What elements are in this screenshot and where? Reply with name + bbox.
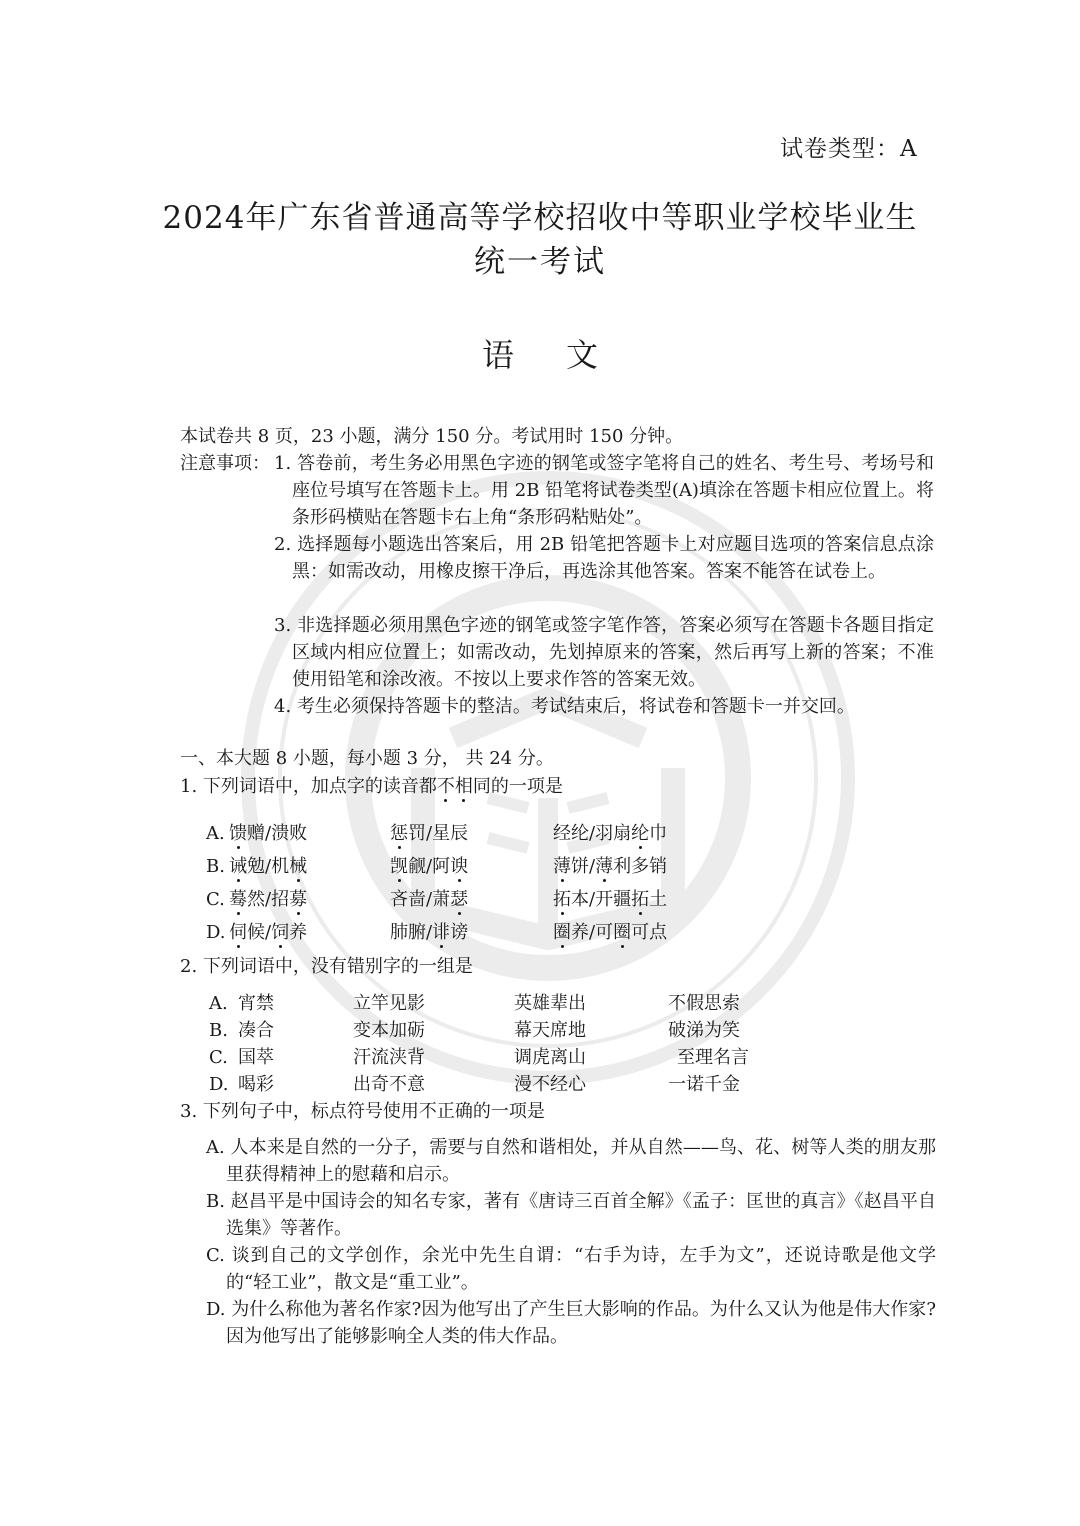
question-2-stem: 2. 下列词语中，没有错别字的一组是 xyxy=(180,956,473,977)
exam-intro: 本试卷共 8 页，23 小题，满分 150 分。考试用时 150 分钟。 xyxy=(180,426,684,447)
notice-item: 4. 考生必须保持答题卡的整洁。考试结束后，将试卷和答题卡一并交回。 xyxy=(274,696,855,717)
notice-label: 注意事项： xyxy=(180,453,270,474)
subject-title: 语文 xyxy=(481,336,650,374)
question-3-stem: 3. 下列句子中，标点符号使用不正确的一项是 xyxy=(180,1101,545,1122)
section-heading: 一、本大题 8 小题，每小题 3 分， 共 24 分。 xyxy=(180,748,554,769)
notice-item: 2. 选择题每小题选出答案后，用 2B 铅笔把答题卡上对应题目选项的答案信息点涂黑：如需改动，用橡皮擦干净后，再选涂其他答案。答案不能答在试卷上。 xyxy=(274,534,934,582)
exam-page: 试卷类型：A 2024年广东省普通高等学校招收中等职业学校毕业生 统一考试 语文 本试卷共 8 页，23 小题，满分 150 分。考试用时 150 分钟。 注意事项： 1. 答卷前，考生务必用黑色字迹的钢笔或签字笔将自己的姓名、考生号、考场号和座位号填写在答题卡上。用 2B 铅笔将试卷类型(A)填涂在答题卡相应位置上。将条形码横贴在答题卡右上角“条形码粘贴处”。 2. 选择题每小题选出答案后，用 2B 铅笔把答题卡上对应题目选项的答案信息点涂黑：如需改动，用橡皮擦干净后，再选涂其他答案。答案不能答在试卷上。 3. 非选择题必须用黑色字迹的钢笔或签字笔作答，答案必须写在答题卡各题目指定区域内相应位置上；如需改动，先划掉原来的答案，然后再写上新的答案；不准使用铅笔和涂改液。不按以上要求作答的答案无效。 4. 考生必须保持答题卡的整洁。考试结束后，将试卷和答题卡一并交回。 一、本大题 8 小题，每小题 3 分， 共 24 分。 1. 下列词语中，加点字的读音都不相同的一项是 A. 馈赠/溃败 惩罚/星辰 经纶/羽扇纶巾 B. 诫勉/机械 觊觎/阿谀 薄饼/薄利多销 C. 蓦然/招募 吝啬/萧瑟 拓本/开疆拓土 D. 伺候/饲养 肺腑/诽谤 圈养/可圈可点 2. 下列词语中，没有错别字的一组是 A. 宵禁 立竿见影 英雄辈出 不假思索 B. 凑合 变本加砺 幕天席地 破涕为笑 C. 国萃 汗流浃背 调虎离山 至理名言 D. 喝彩 出奇不意 漫不经心 一诺千金 3. 下列句子中，标点符号使用不正确的一项是 A. 人本来是自然的一分子，需要与自然和谐相处，并从自然——鸟、花、树等人类的朋友那里获得精神上的慰藉和启示。 B. 赵昌平是中国诗会的知名专家，著有《唐诗三百首全解》《孟子：匡世的真言》《赵昌平自选集》等著作。 C. 谈到自己的文学创作，余光中先生自谓：“右手为诗，左手为文”，还说诗歌是他文学的“轻工业”，散文是“重工业”。 D. 为什么称他为著名作家?因为他写出了产生巨大影响的作品。为什么又认为他是伟大作家?因为他写出了能够影响全人类的伟大作品。 xyxy=(0,0,1080,1526)
notice-item: 1. 答卷前，考生务必用黑色字迹的钢笔或签字笔将自己的姓名、考生号、考场号和座位号填写在答题卡上。用 2B 铅笔将试卷类型(A)填涂在答题卡相应位置上。将条形码横贴在答题卡右上角“条形码粘贴处”。 xyxy=(274,453,934,528)
question-3-option: C. 谈到自己的文学创作，余光中先生自谓：“右手为诗，左手为文”，还说诗歌是他文学的“轻工业”，散文是“重工业”。 xyxy=(206,1245,936,1293)
exam-title-line-2: 统一考试 xyxy=(474,244,606,280)
question-3-option: B. 赵昌平是中国诗会的知名专家，著有《唐诗三百首全解》《孟子：匡世的真言》《赵昌平自选集》等著作。 xyxy=(206,1191,936,1239)
paper-type-label: 试卷类型：A xyxy=(780,136,918,162)
question-1-stem: 1. 下列词语中，加点字的读音都不相同的一项是 xyxy=(180,776,563,797)
question-3-option: A. 人本来是自然的一分子，需要与自然和谐相处，并从自然——鸟、花、树等人类的朋友那里获得精神上的慰藉和启示。 xyxy=(206,1137,936,1185)
exam-title-line-1: 2024年广东省普通高等学校招收中等职业学校毕业生 xyxy=(162,200,918,236)
question-3-option: D. 为什么称他为著名作家?因为他写出了产生巨大影响的作品。为什么又认为他是伟大作家?因为他写出了能够影响全人类的伟大作品。 xyxy=(206,1299,936,1347)
notice-item: 3. 非选择题必须用黑色字迹的钢笔或签字笔作答，答案必须写在答题卡各题目指定区域内相应位置上；如需改动，先划掉原来的答案，然后再写上新的答案；不准使用铅笔和涂改液。不按以上要求作答的答案无效。 xyxy=(274,615,934,690)
